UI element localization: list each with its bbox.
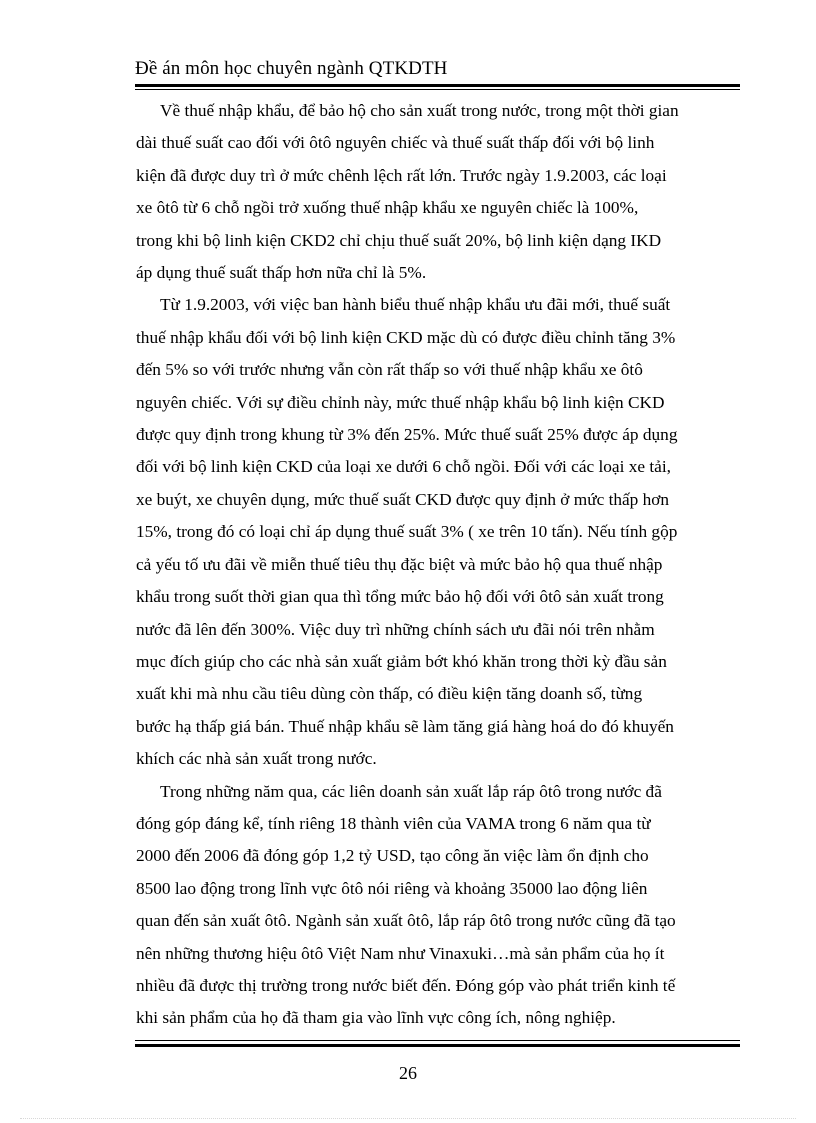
text-line: quan đến sản xuất ôtô. Ngành sản xuất ôtô, lắp ráp ôtô trong nước cũng đã tạo [136,911,676,931]
footer-rule-thin [135,1040,740,1041]
header-rule-thin [135,89,740,90]
text-line: được quy định trong khung từ 3% đến 25%. Mức thuế suất 25% được áp dụng [136,425,678,445]
text-line: trong khi bộ linh kiện CKD2 chỉ chịu thuế suất 20%, bộ linh kiện dạng IKD [136,230,662,250]
paragraph [136,95,740,289]
header-title: Đề án môn học chuyên ngành QTKDTH [135,58,448,79]
text-line: 2000 đến 2006 đã đóng góp 1,2 tỷ USD, tạo công ăn việc làm ổn định cho [136,846,649,866]
text-line: xuất khi mà nhu cầu tiêu dùng còn thấp, có điều kiện tăng doanh số, từng [136,684,643,704]
text-line: khích các nhà sản xuất trong nước. [136,749,377,769]
paragraph [136,776,740,1035]
page-number: 26 [399,1063,417,1083]
text-line: nước đã lên đến 300%. Việc duy trì những chính sách ưu đãi nói trên nhằm [136,619,655,639]
page-bottom-dotted-border [20,1118,796,1119]
text-line: cả yếu tố ưu đãi về miễn thuế tiêu thụ đặc biệt và mức bảo hộ qua thuế nhập [136,554,663,574]
text-line: dài thuế suất cao đối với ôtô nguyên chiếc và thuế suất thấp đối với bộ linh [136,133,655,153]
text-line: nguyên chiếc. Với sự điều chỉnh này, mức thuế nhập khẩu bộ linh kiện CKD [136,392,665,412]
text-line: Từ 1.9.2003, với việc ban hành biểu thuế nhập khẩu ưu đãi mới, thuế suất [160,295,671,315]
paragraph [136,289,740,775]
text-line: bước hạ thấp giá bán. Thuế nhập khẩu sẽ làm tăng giá hàng hoá do đó khuyến [136,716,674,736]
text-line: đóng góp đáng kể, tính riêng 18 thành viên của VAMA trong 6 năm qua từ [136,813,651,833]
text-line: 8500 lao động trong lĩnh vực ôtô nói riêng và khoảng 35000 lao động liên [136,878,648,898]
text-line: áp dụng thuế suất thấp hơn nữa chỉ là 5%. [136,263,427,283]
text-line: khẩu trong suốt thời gian qua thì tổng mức bảo hộ đối với ôtô sản xuất trong [136,587,664,607]
text-line: nhiều đã được thị trường trong nước biết đến. Đóng góp vào phát triển kinh tế [136,975,676,995]
text-line: xe buýt, xe chuyên dụng, mức thuế suất CKD được quy định ở mức thấp hơn [136,489,670,509]
text-line: khi sản phẩm của họ đã tham gia vào lĩnh vực công ích, nông nghiệp. [136,1008,616,1028]
text-line: thuế nhập khẩu đối với bộ linh kiện CKD mặc dù có được điều chỉnh tăng 3% [136,327,676,347]
text-line: nên những thương hiệu ôtô Việt Nam như Vinaxuki…mà sản phẩm của họ ít [136,943,665,963]
text-line: mục đích giúp cho các nhà sản xuất giảm bớt khó khăn trong thời kỳ đầu sản [136,651,667,671]
text-line: Trong những năm qua, các liên doanh sản xuất lắp ráp ôtô trong nước đã [160,781,662,801]
footer-rule-thick [135,1044,740,1047]
text-line: xe ôtô từ 6 chỗ ngồi trở xuống thuế nhập khẩu xe nguyên chiếc là 100%, [136,198,639,218]
text-line: 15%, trong đó có loại chỉ áp dụng thuế suất 3% ( xe trên 10 tấn). Nếu tính gộp [136,522,678,542]
text-line: kiện đã được duy trì ở mức chênh lệch rất lớn. Trước ngày 1.9.2003, các loại [136,165,667,185]
text-line: đối với bộ linh kiện CKD của loại xe dưới 6 chỗ ngồi. Đối với các loại xe tải, [136,457,671,477]
document-body [136,95,740,1035]
header-rule-thick [135,84,740,87]
text-line: đến 5% so với trước nhưng vẫn còn rất thấp so với thuế nhập khẩu xe ôtô [136,360,643,380]
text-line: Về thuế nhập khẩu, để bảo hộ cho sản xuất trong nước, trong một thời gian [160,101,679,120]
